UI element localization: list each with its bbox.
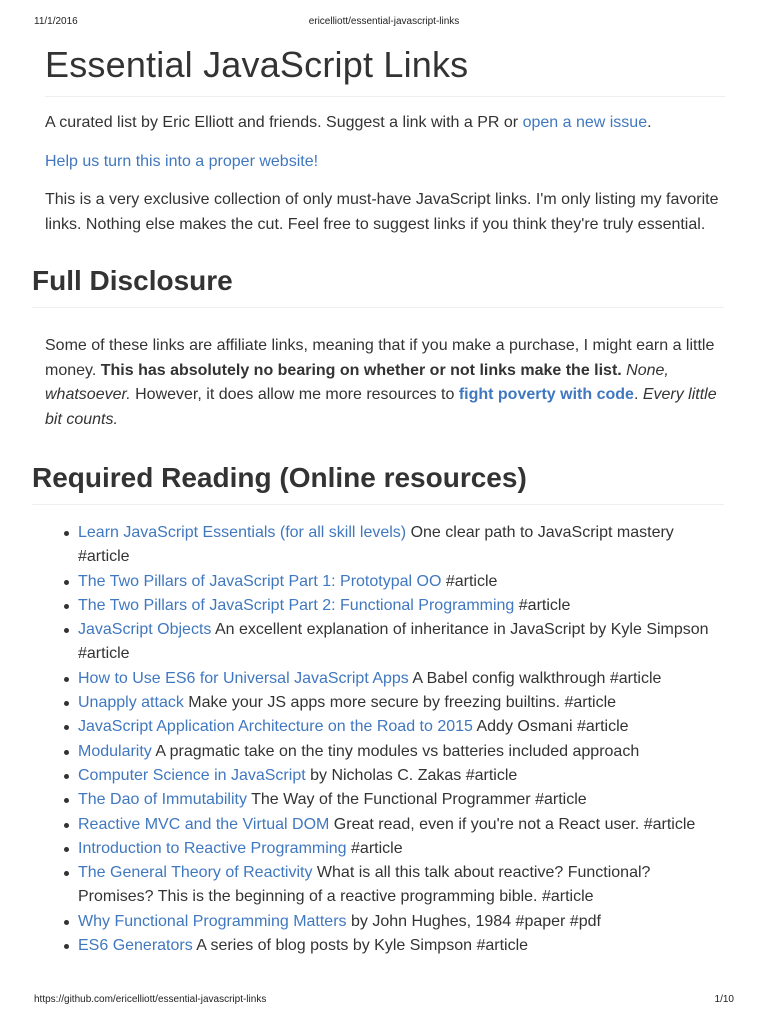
reading-description: A pragmatic take on the tiny modules vs batteries included approach (151, 742, 640, 760)
reading-link[interactable]: Computer Science in JavaScript (78, 766, 306, 784)
fight-poverty-link[interactable]: fight poverty with code (458, 386, 634, 403)
reading-link[interactable]: Unapply attack (78, 694, 184, 712)
full-disclosure-heading (32, 265, 724, 308)
print-page-title: ericelliott/essential-javascript-links (308, 16, 460, 27)
disclosure-text: Some of these links are affiliate links, meaning that if you make a purchase, I might earn a little money. (45, 337, 715, 379)
reading-link[interactable]: Why Functional Programming Matters (78, 912, 347, 930)
reading-link[interactable]: Introduction to Reactive Programming (78, 839, 347, 857)
open-issue-link[interactable]: open a new issue (522, 114, 648, 131)
intro-text: A curated list by Eric Elliott and friends. Suggest a link with a PR or (45, 114, 523, 131)
reading-description: #article (441, 572, 498, 590)
reading-description: by John Hughes, 1984 #paper #pdf (346, 912, 601, 930)
list-item (78, 594, 725, 618)
reading-link[interactable]: The Dao of Immutability (78, 791, 247, 809)
reading-description: What is all this talk about reactive? Functional? Promises? This is the beginning of a reactive programming bible. #article (78, 864, 651, 906)
reading-link[interactable]: The Two Pillars of JavaScript Part 2: Functional Programming (78, 596, 515, 614)
list-item (78, 667, 725, 691)
reading-link[interactable]: Modularity (78, 742, 152, 760)
list-item (78, 715, 725, 739)
list-item (78, 691, 725, 715)
reading-link[interactable]: Reactive MVC and the Virtual DOM (78, 815, 330, 833)
reading-description: by Nicholas C. Zakas #article (305, 766, 518, 784)
reading-description: A series of blog posts by Kyle Simpson #article (192, 937, 529, 955)
print-date: 11/1/2016 (34, 16, 78, 27)
disclosure-bold-text: This has absolutely no bearing on whether or not links make the list. (100, 361, 622, 379)
intro-end: . (647, 114, 652, 131)
list-item (78, 521, 725, 570)
reading-link[interactable]: The Two Pillars of JavaScript Part 1: Prototypal OO (78, 572, 442, 590)
list-item (78, 570, 725, 594)
reading-description: A Babel config walkthrough #article (408, 669, 662, 687)
reading-description: An excellent explanation of inheritance in JavaScript by Kyle Simpson #article (78, 621, 709, 663)
reading-link[interactable]: How to Use ES6 for Universal JavaScript Apps (78, 669, 409, 687)
list-item (78, 788, 725, 812)
reading-link[interactable]: ES6 Generators (78, 937, 193, 955)
reading-link[interactable]: The General Theory of Reactivity (78, 864, 313, 882)
required-reading-heading-text: Required Reading (Online resources) (32, 462, 527, 493)
page-number: 1/10 (714, 994, 734, 1005)
list-item (78, 934, 725, 958)
list-item (78, 813, 725, 837)
list-item (78, 837, 725, 861)
list-item (78, 861, 725, 910)
disclosure-italic-end: Every little bit counts. (45, 386, 717, 428)
document-content (32, 40, 725, 958)
print-url: https://github.com/ericelliott/essential-javascript-links (34, 994, 267, 1005)
disclosure-paragraph: Some of these links are affiliate links, meaning that if you make a purchase, I might earn a little money. This has absolutely no bearing on whether or not links make the list. None, whatsoever. However, it does allow me more resources to fight poverty with code. Every little bit counts. (45, 337, 717, 428)
list-item (78, 740, 725, 764)
reading-description: Addy Osmani #article (472, 718, 629, 736)
full-disclosure-heading-text: Full Disclosure (32, 265, 233, 296)
reading-description: Great read, even if you're not a React user. #article (329, 815, 696, 833)
reading-description: One clear path to JavaScript mastery #article (78, 524, 674, 566)
reading-link[interactable]: JavaScript Application Architecture on the Road to 2015 (78, 718, 473, 736)
list-item (78, 618, 725, 667)
page-title: Essential JavaScript Links (45, 40, 725, 97)
exclusive-paragraph: This is a very exclusive collection of only must-have JavaScript links. I'm only listing my favorite links. Nothing else makes the cut. Feel free to suggest links if you think they're truly essential. (45, 191, 719, 233)
print-header (34, 16, 734, 30)
reading-description: #article (514, 596, 571, 614)
reading-link[interactable]: Learn JavaScript Essentials (for all skill levels) (78, 524, 407, 541)
required-reading-heading (32, 462, 724, 505)
intro-paragraph (45, 111, 725, 136)
reading-link[interactable]: JavaScript Objects (78, 621, 212, 639)
help-paragraph (45, 150, 725, 175)
list-item (78, 910, 725, 934)
reading-description: The Way of the Functional Programmer #article (246, 791, 587, 809)
reading-description: Make your JS apps more secure by freezing builtins. #article (183, 694, 617, 712)
reading-list (45, 521, 725, 958)
help-website-link[interactable]: Help us turn this into a proper website! (45, 152, 319, 170)
reading-description: #article (346, 839, 403, 857)
print-footer (34, 994, 734, 1008)
disclosure-text-2: However, it does allow me more resources to (130, 386, 459, 403)
list-item (78, 764, 725, 788)
disclosure-italic-text: None, whatsoever. (45, 361, 669, 403)
